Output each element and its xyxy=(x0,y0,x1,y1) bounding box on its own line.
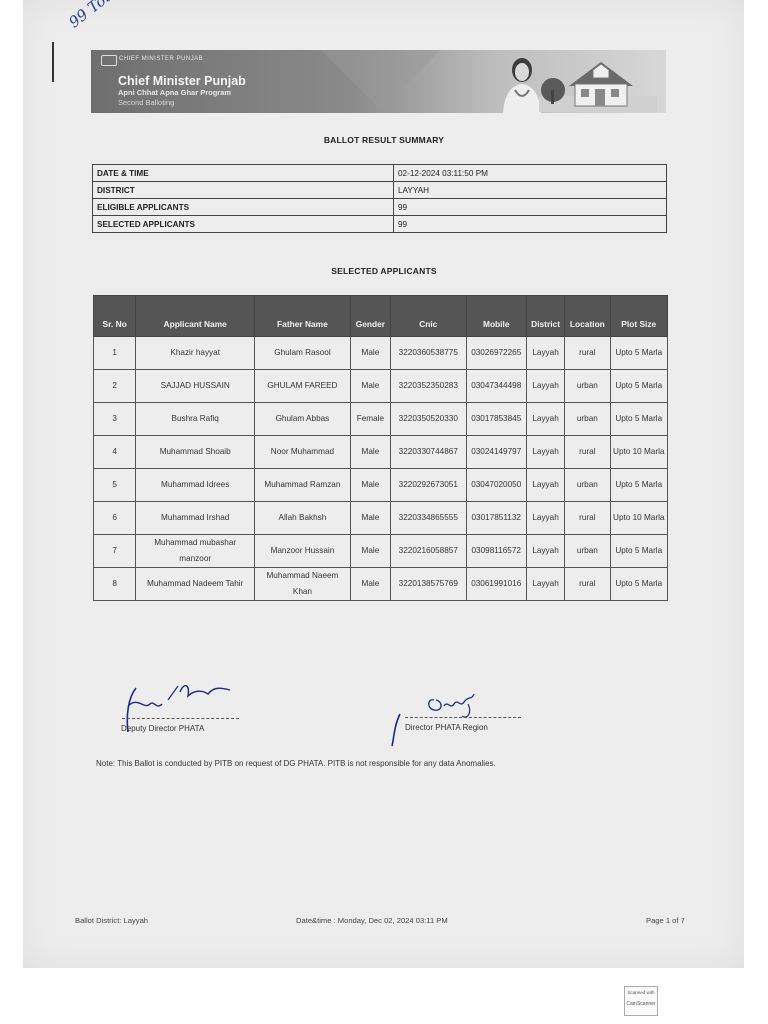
summary-value: 99 xyxy=(394,216,667,233)
director-label: Director PHATA Region xyxy=(405,723,488,732)
cell-gender: Male xyxy=(350,370,390,403)
cell-father: Muhammad Naeem Khan xyxy=(255,568,351,601)
cell-gender: Male xyxy=(350,469,390,502)
cell-cnic: 3220334865555 xyxy=(391,502,467,535)
cell-cnic: 3220350520330 xyxy=(391,403,467,436)
cell-name: Muhammad Nadeem Tahir xyxy=(136,568,255,601)
director-signature-line xyxy=(405,717,521,718)
footer-datetime: Date&time : Monday, Dec 02, 2024 03:11 PM xyxy=(296,916,448,925)
summary-value: 02-12-2024 03:11:50 PM xyxy=(394,165,667,182)
program-banner xyxy=(91,50,666,113)
cell-father: Ghulam Abbas xyxy=(255,403,351,436)
summary-table xyxy=(92,164,667,233)
summary-label: DATE & TIME xyxy=(93,165,394,182)
cell-district: Layyah xyxy=(526,403,564,436)
cell-location: urban xyxy=(565,535,610,568)
cell-district: Layyah xyxy=(526,469,564,502)
column-header: Gender xyxy=(350,296,390,337)
cell-gender: Male xyxy=(350,502,390,535)
summary-row xyxy=(93,182,667,199)
scanner-brand: CamScanner xyxy=(626,1001,656,1007)
cell-name: Muhammad Idrees xyxy=(136,469,255,502)
table-row xyxy=(94,502,668,535)
cell-plot: Upto 5 Marla xyxy=(610,469,667,502)
cell-name: Muhammad Irshad xyxy=(136,502,255,535)
cell-plot: Upto 5 Marla xyxy=(610,568,667,601)
disclaimer-note: Note: This Ballot is conducted by PITB on request of DG PHATA. PITB is not responsible for any data Anomalies. xyxy=(96,759,496,768)
cell-mobile: 03024149797 xyxy=(466,436,526,469)
cell-cnic: 3220216058857 xyxy=(391,535,467,568)
cell-district: Layyah xyxy=(526,337,564,370)
cell-gender: Male xyxy=(350,436,390,469)
cell-name: Bushra Rafiq xyxy=(136,403,255,436)
deputy-signature-line xyxy=(122,718,239,719)
cell-father: Noor Muhammad xyxy=(255,436,351,469)
banner-phase: Second Balloting xyxy=(118,98,175,107)
table-row xyxy=(94,370,668,403)
table-row xyxy=(94,436,668,469)
cell-location: rural xyxy=(565,337,610,370)
cell-cnic: 3220360538775 xyxy=(391,337,467,370)
table-row xyxy=(94,535,668,568)
cell-plot: Upto 5 Marla xyxy=(610,403,667,436)
cell-plot: Upto 5 Marla xyxy=(610,370,667,403)
column-header: Applicant Name xyxy=(136,296,255,337)
cell-plot: Upto 10 Marla xyxy=(610,502,667,535)
cell-mobile: 03047344498 xyxy=(466,370,526,403)
cell-cnic: 3220292673051 xyxy=(391,469,467,502)
cell-plot: Upto 5 Marla xyxy=(610,535,667,568)
summary-label: DISTRICT xyxy=(93,182,394,199)
cell-mobile: 03047020050 xyxy=(466,469,526,502)
cell-mobile: 03026972265 xyxy=(466,337,526,370)
deputy-director-label: Deputy Director PHATA xyxy=(121,724,205,733)
cell-name: Muhammad mubashar manzoor xyxy=(136,535,255,568)
column-header: Sr. No xyxy=(94,296,136,337)
cell-sr: 4 xyxy=(94,436,136,469)
cell-mobile: 03098116572 xyxy=(466,535,526,568)
summary-row xyxy=(93,165,667,182)
summary-heading: BALLOT RESULT SUMMARY xyxy=(323,135,445,145)
cell-district: Layyah xyxy=(526,535,564,568)
cell-sr: 1 xyxy=(94,337,136,370)
cell-plot: Upto 10 Marla xyxy=(610,436,667,469)
cell-district: Layyah xyxy=(526,502,564,535)
footer-page-number: Page 1 of 7 xyxy=(646,916,685,925)
scanner-badge-top: Scanned with xyxy=(627,990,655,995)
cell-father: Manzoor Hussain xyxy=(255,535,351,568)
cell-location: urban xyxy=(565,469,610,502)
summary-label: ELIGIBLE APPLICANTS xyxy=(93,199,394,216)
summary-label: SELECTED APPLICANTS xyxy=(93,216,394,233)
cell-mobile: 03061991016 xyxy=(466,568,526,601)
column-header: District xyxy=(526,296,564,337)
cell-cnic: 3220138575769 xyxy=(391,568,467,601)
footer-district: Ballot District: Layyah xyxy=(75,916,149,925)
cell-sr: 8 xyxy=(94,568,136,601)
column-header: Location xyxy=(565,296,610,337)
cell-gender: Male xyxy=(350,535,390,568)
cell-district: Layyah xyxy=(526,370,564,403)
cell-location: urban xyxy=(565,403,610,436)
margin-mark xyxy=(52,42,54,82)
cell-father: Muhammad Ramzan xyxy=(255,469,351,502)
cell-sr: 5 xyxy=(94,469,136,502)
column-header: Cnic xyxy=(391,296,467,337)
cell-location: urban xyxy=(565,370,610,403)
cell-mobile: 03017851132 xyxy=(466,502,526,535)
cell-sr: 3 xyxy=(94,403,136,436)
cell-name: Khazir hayyat xyxy=(136,337,255,370)
summary-value: 99 xyxy=(394,199,667,216)
banner-logo-text: CHIEF MINISTER PUNJAB xyxy=(119,56,204,62)
cell-location: rural xyxy=(565,436,610,469)
banner-title: Chief Minister Punjab xyxy=(118,74,246,88)
cell-sr: 7 xyxy=(94,535,136,568)
summary-row xyxy=(93,216,667,233)
banner-chevron-shape xyxy=(321,50,441,110)
summary-value: LAYYAH xyxy=(394,182,667,199)
applicants-table xyxy=(93,295,668,601)
table-row xyxy=(94,337,668,370)
table-row xyxy=(94,403,668,436)
house-illustration-icon xyxy=(539,56,657,112)
table-row xyxy=(94,469,668,502)
cell-gender: Female xyxy=(350,403,390,436)
cell-sr: 2 xyxy=(94,370,136,403)
cell-cnic: 3220330744867 xyxy=(391,436,467,469)
cell-sr: 6 xyxy=(94,502,136,535)
logo-icon xyxy=(101,55,117,66)
cell-mobile: 03017853845 xyxy=(466,403,526,436)
cell-father: GHULAM FAREED xyxy=(255,370,351,403)
cell-location: rural xyxy=(565,502,610,535)
table-row xyxy=(94,568,668,601)
column-header: Plot Size xyxy=(610,296,667,337)
banner-subtitle: Apni Chhat Apna Ghar Program xyxy=(118,88,232,97)
cell-father: Allah Bakhsh xyxy=(255,502,351,535)
cell-gender: Male xyxy=(350,568,390,601)
applicants-heading: SELECTED APPLICANTS xyxy=(331,266,437,276)
column-header: Mobile xyxy=(466,296,526,337)
cell-name: Muhammad Shoaib xyxy=(136,436,255,469)
column-header: Father Name xyxy=(255,296,351,337)
table-header-row xyxy=(94,296,668,337)
cell-plot: Upto 5 Marla xyxy=(610,337,667,370)
summary-row xyxy=(93,199,667,216)
cell-district: Layyah xyxy=(526,436,564,469)
cell-name: SAJJAD HUSSAIN xyxy=(136,370,255,403)
cell-father: Ghulam Rasool xyxy=(255,337,351,370)
cell-location: rural xyxy=(565,568,610,601)
cell-gender: Male xyxy=(350,337,390,370)
scanner-badge xyxy=(624,986,658,1016)
cell-district: Layyah xyxy=(526,568,564,601)
cell-cnic: 3220352350283 xyxy=(391,370,467,403)
